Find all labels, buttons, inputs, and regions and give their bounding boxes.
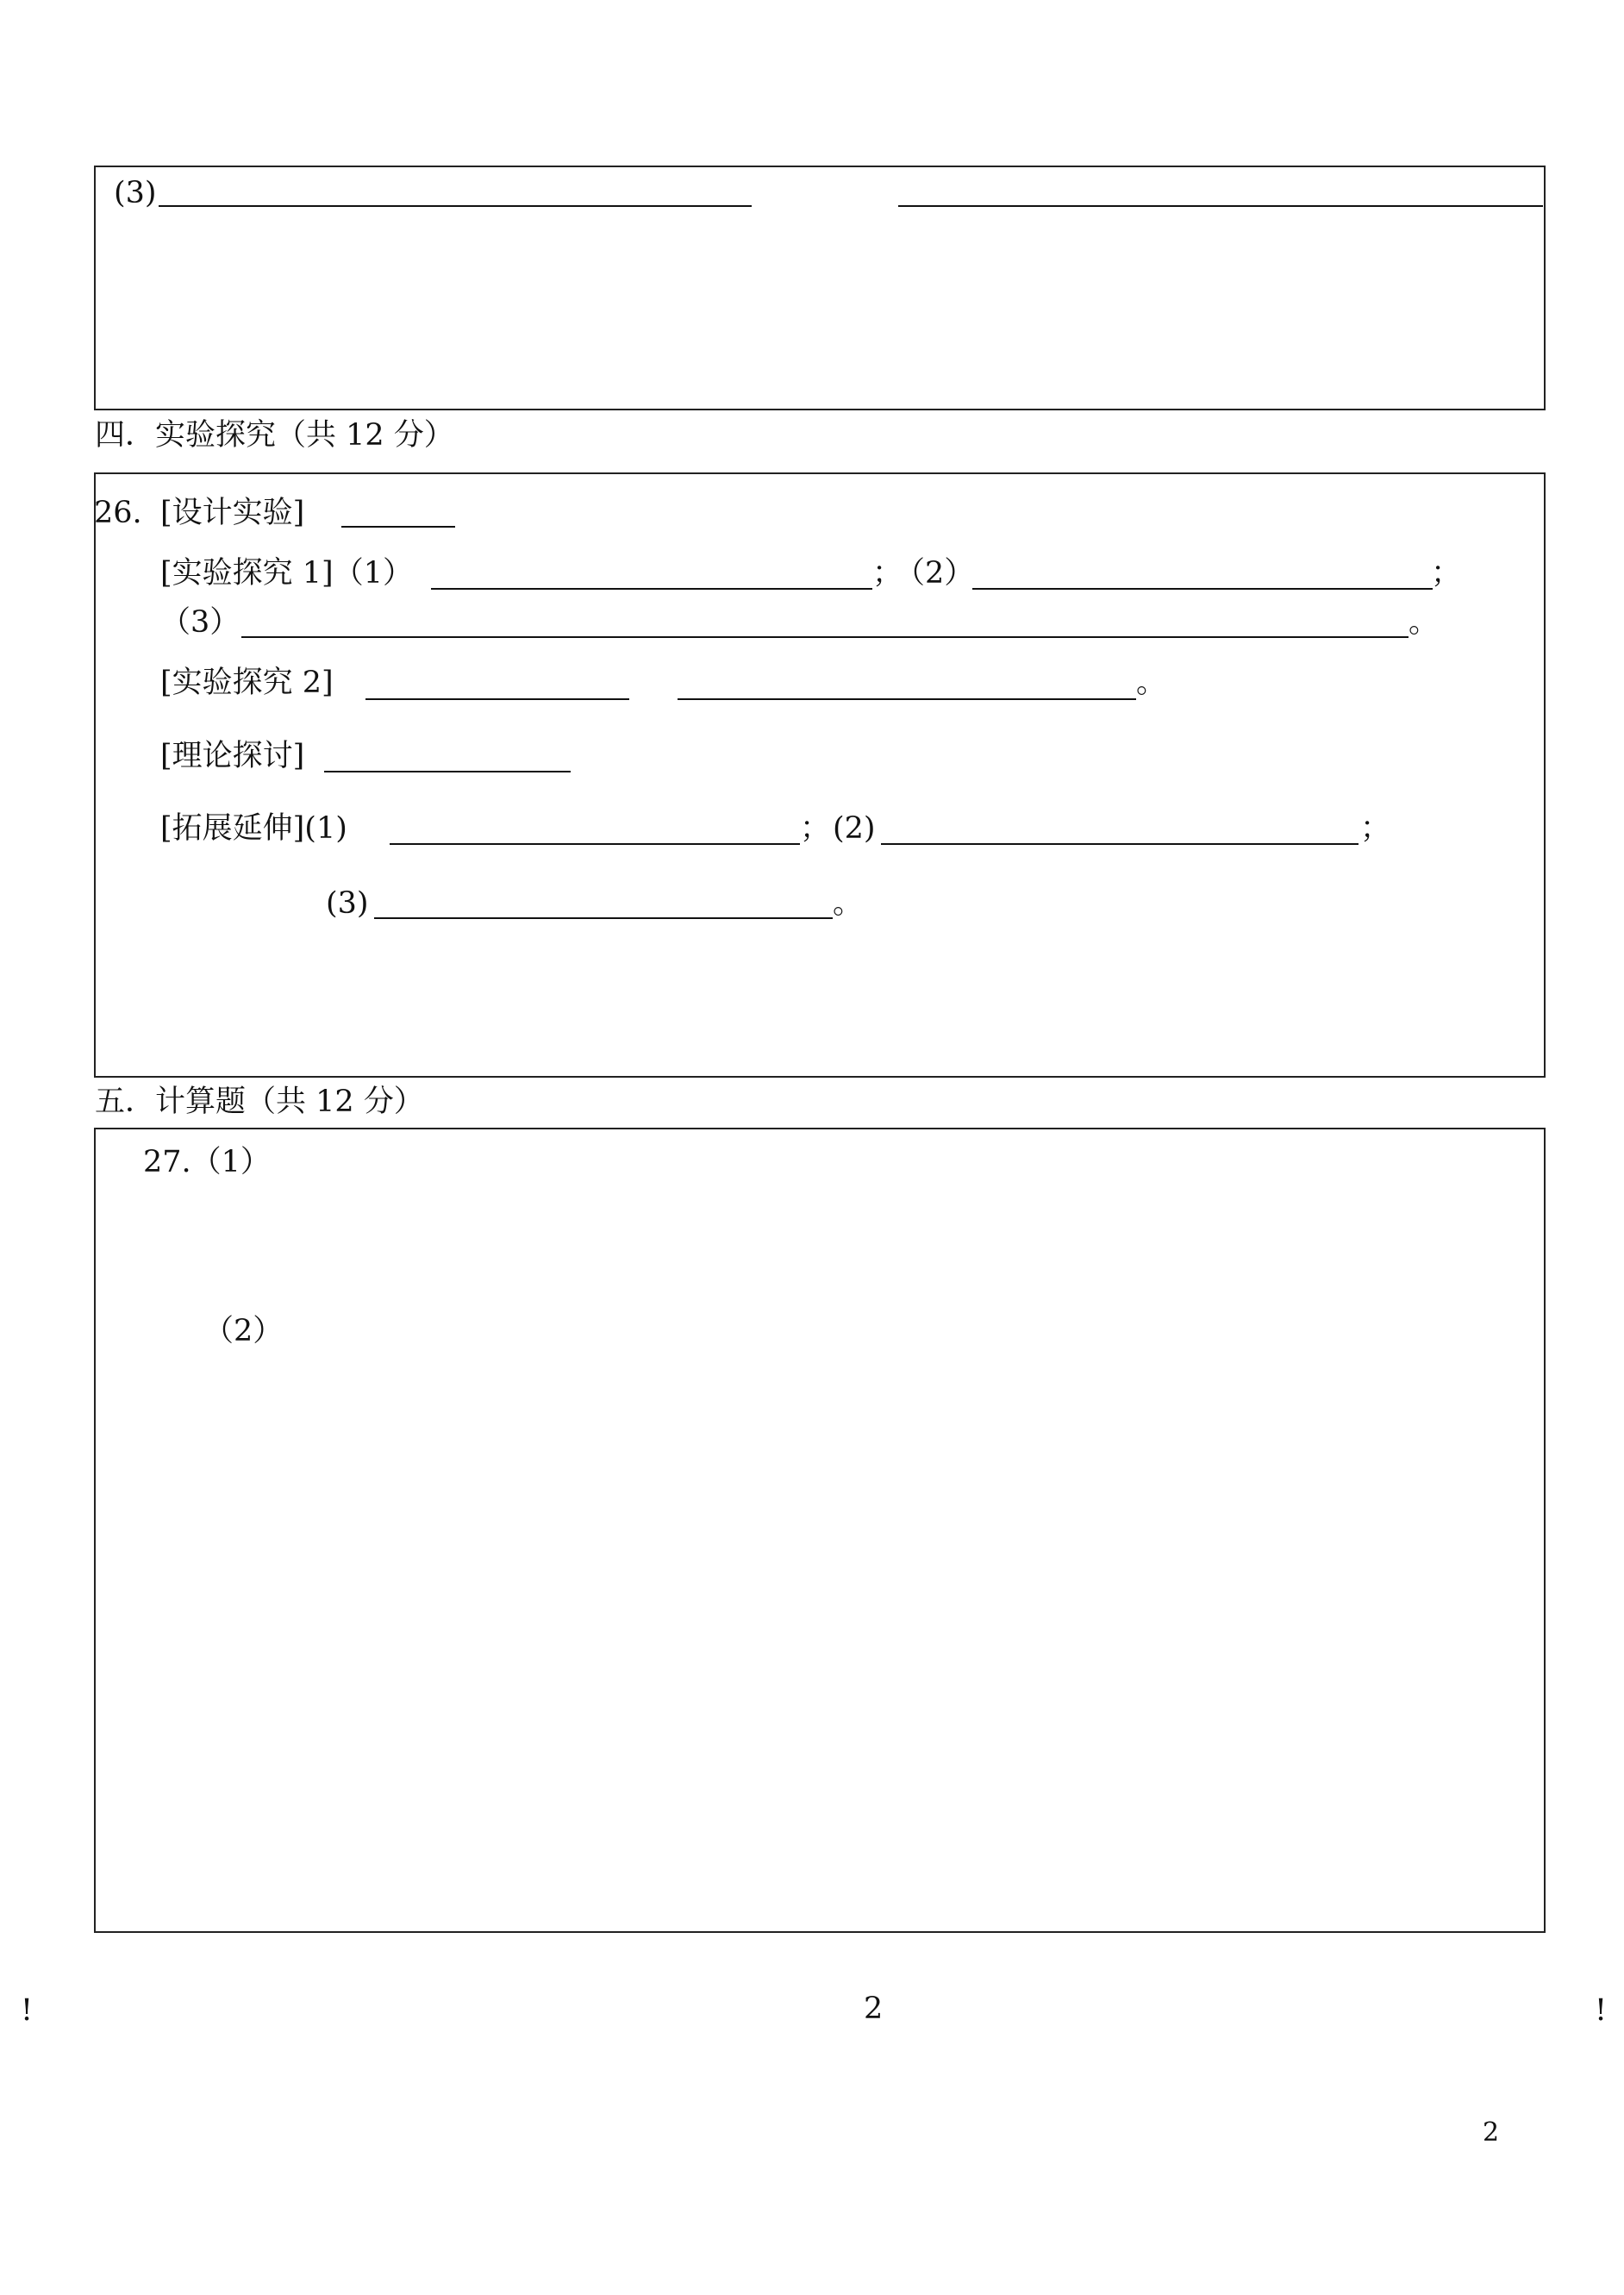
extend-part3-label: (3) bbox=[326, 886, 369, 921]
explore1-blank-3[interactable] bbox=[241, 636, 1409, 638]
extend-semicolon: ； bbox=[800, 811, 831, 846]
q26-number: 26. bbox=[94, 496, 142, 530]
section5-heading: 五．计算题（共 12 分） bbox=[95, 1085, 424, 1119]
explore2-period: 。 bbox=[1136, 666, 1167, 700]
explore1-label: [实验探究 1]（1） bbox=[160, 556, 413, 591]
explore1-semicolon: ； bbox=[872, 556, 903, 591]
page-number-center: 2 bbox=[864, 1992, 884, 2026]
extend-period: 。 bbox=[833, 886, 864, 921]
extend-label: [拓展延伸](1) bbox=[160, 811, 347, 846]
q27-part1-label: 27.（1） bbox=[143, 1145, 271, 1179]
answer-blank-3a[interactable] bbox=[159, 205, 752, 207]
footer-left-mark: ! bbox=[21, 1993, 34, 2028]
explore1-part3-label: （3） bbox=[160, 605, 240, 640]
footer-right-mark: ! bbox=[1595, 1993, 1608, 2028]
explore1-part2-label: （2） bbox=[895, 556, 975, 591]
section4-heading: 四．实验探究（共 12 分） bbox=[95, 418, 454, 453]
explore2-blank-1[interactable] bbox=[365, 698, 629, 700]
extend-blank-1[interactable] bbox=[390, 843, 800, 845]
explore1-blank-2[interactable] bbox=[972, 588, 1433, 590]
explore2-blank-2[interactable] bbox=[678, 698, 1136, 700]
answer-blank-3b[interactable] bbox=[898, 205, 1543, 207]
extend-semicolon-end: ； bbox=[1360, 811, 1391, 846]
part3-label: (3) bbox=[114, 176, 157, 210]
theory-label: [理论探讨] bbox=[160, 739, 305, 773]
design-experiment-blank[interactable] bbox=[341, 526, 455, 528]
answer-box-section3 bbox=[94, 166, 1546, 410]
explore1-blank-1[interactable] bbox=[431, 588, 872, 590]
explore2-label: [实验探究 2] bbox=[160, 666, 334, 700]
explore1-period: 。 bbox=[1409, 605, 1440, 640]
explore1-semicolon-end: ； bbox=[1431, 556, 1462, 591]
answer-box-section5[interactable] bbox=[94, 1128, 1546, 1933]
theory-blank[interactable] bbox=[324, 771, 571, 772]
q27-part2-label: （2） bbox=[203, 1314, 284, 1348]
design-experiment-label: [设计实验] bbox=[160, 496, 305, 530]
extend-part2-label: (2) bbox=[833, 811, 876, 846]
extend-blank-2[interactable] bbox=[881, 843, 1359, 845]
page-number-corner: 2 bbox=[1483, 2117, 1500, 2148]
extend-blank-3[interactable] bbox=[374, 917, 833, 919]
